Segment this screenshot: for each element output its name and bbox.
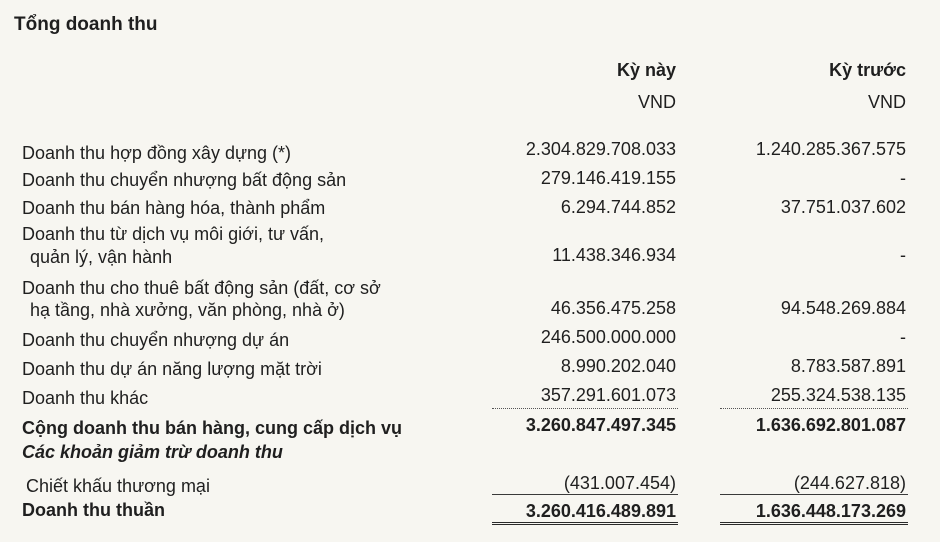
deductions-heading: Các khoản giảm trừ doanh thu [22,442,283,462]
column-header-current: Kỳ này [616,60,676,80]
column-unit-previous: VND [867,92,906,112]
row-value-previous: 255.324.538.135 [770,385,906,405]
row-label-continued: quản lý, vận hành [30,247,173,267]
row-value-current: 6.294.744.852 [560,197,676,217]
row-label: Doanh thu bán hàng hóa, thành phẩm [22,198,326,218]
net-value-previous: 1.636.448.173.269 [755,501,906,521]
row-value-previous: 94.548.269.884 [780,298,906,318]
page-title: Tổng doanh thu [14,14,158,35]
row-value-previous: - [900,168,906,188]
row-value-current: 8.990.202.040 [560,356,676,376]
row-value-previous: - [900,245,906,265]
row-label: Doanh thu khác [22,388,149,408]
column-header-previous: Kỳ trước [829,60,906,80]
row-value-current: 279.146.419.155 [540,168,676,188]
row-value-previous: 37.751.037.602 [780,197,906,217]
row-label: Doanh thu hợp đồng xây dựng (*) [22,143,292,163]
subtotal-label: Cộng doanh thu bán hàng, cung cấp dịch vụ [22,418,402,438]
subtotal-rule-current [492,408,678,409]
row-value-current: 2.304.829.708.033 [525,139,676,159]
row-value-current: 11.438.346.934 [552,245,676,265]
row-value-current: 246.500.000.000 [540,327,676,347]
net-double-rule-current [492,522,678,525]
net-rule-current [492,494,678,495]
deduction-label: Chiết khấu thương mại [26,476,210,496]
row-value-previous: 1.240.285.367.575 [755,139,906,159]
row-label: Doanh thu chuyển nhượng dự án [22,330,290,350]
net-label: Doanh thu thuần [22,500,165,520]
row-value-current: 357.291.601.073 [540,385,676,405]
row-value-current: 46.356.475.258 [550,298,676,318]
net-double-rule-previous [720,522,908,525]
row-label: Doanh thu dự án năng lượng mặt trời [22,359,322,379]
net-value-current: 3.260.416.489.891 [525,501,676,521]
row-value-previous: - [900,327,906,347]
column-unit-current: VND [637,92,676,112]
subtotal-rule-previous [720,408,908,409]
subtotal-value-current: 3.260.847.497.345 [525,415,676,435]
row-label: Doanh thu cho thuê bất động sản (đất, cơ sở [22,278,381,298]
row-label: Doanh thu từ dịch vụ môi giới, tư vấn, [22,224,325,244]
row-label: Doanh thu chuyển nhượng bất động sản [22,170,347,190]
row-label-continued: hạ tầng, nhà xưởng, văn phòng, nhà ở) [30,300,345,320]
subtotal-value-previous: 1.636.692.801.087 [755,415,906,435]
row-value-previous: 8.783.587.891 [790,356,906,376]
deduction-value-current: (431.007.454) [563,473,676,493]
deduction-value-previous: (244.627.818) [793,473,906,493]
net-rule-previous [720,494,908,495]
